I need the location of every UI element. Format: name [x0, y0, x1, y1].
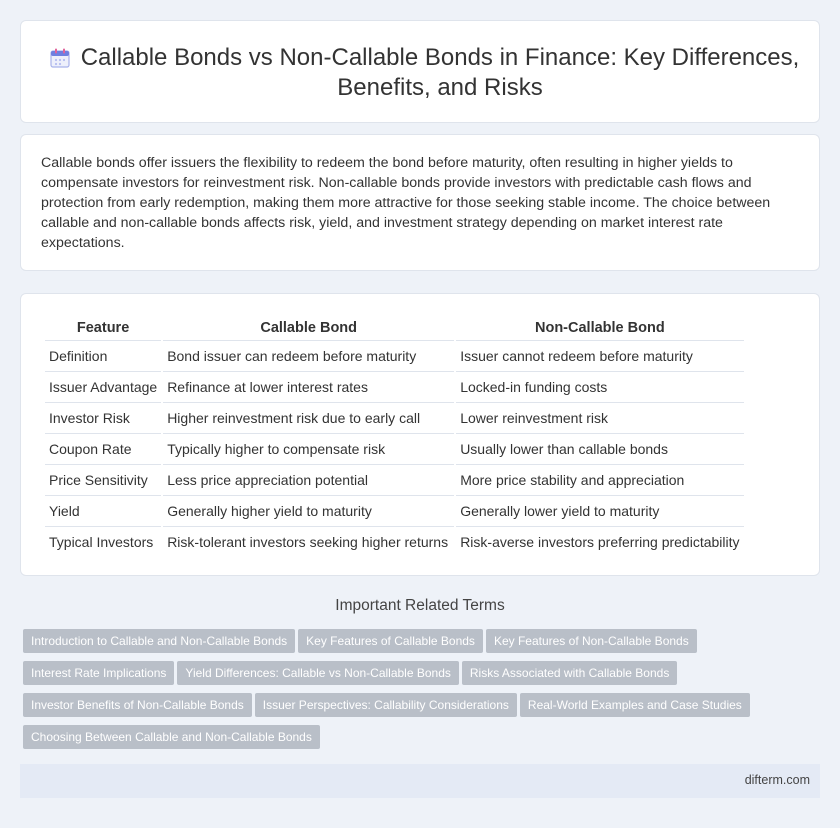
table-row: [45, 527, 744, 557]
table-cell: More price stability and appreciation: [456, 465, 743, 496]
table-cell: Price Sensitivity: [45, 465, 161, 496]
column-header-non-callable: Non-Callable Bond: [456, 312, 743, 341]
related-term-tag[interactable]: Interest Rate Implications: [23, 661, 174, 685]
comparison-table: [43, 312, 746, 557]
table-cell: Definition: [45, 341, 161, 372]
table-cell: Typical Investors: [49, 534, 154, 550]
table-cell: Usually lower than callable bonds: [456, 434, 743, 465]
related-term-tag[interactable]: Yield Differences: Callable vs Non-Callable Bonds: [177, 661, 458, 685]
table-cell: Generally higher yield to maturity: [163, 496, 454, 527]
related-term-tag[interactable]: Introduction to Callable and Non-Callable Bonds: [23, 629, 295, 653]
table-cell: Less price appreciation potential: [163, 465, 454, 496]
table-cell: Investor Risk: [45, 403, 161, 434]
table-row: [45, 496, 744, 527]
table-cell: Typically higher to compensate risk: [163, 434, 454, 465]
related-term-tag[interactable]: Investor Benefits of Non-Callable Bonds: [23, 693, 252, 717]
intro-paragraph: Callable bonds offer issuers the flexibility to redeem the bond before maturity, often resulting in higher yields to compensate investors for reinvestment risk. Non-callable bonds provide investors with predictable cash flows and protection from early redemption, making them more attractive for those seeking stable income. The choice between callable and non-callable bonds affects risk, yield, and investment strategy depending on market interest rate expectations.: [41, 155, 771, 251]
table-cell: Risk-averse investors preferring predictability: [460, 534, 740, 550]
related-term-tag[interactable]: Key Features of Callable Bonds: [298, 629, 483, 653]
table-cell: Issuer Advantage: [45, 372, 161, 403]
table-cell: Lower reinvestment risk: [456, 403, 743, 434]
table-row: [45, 372, 744, 403]
related-term-tag[interactable]: Risks Associated with Callable Bonds: [462, 661, 677, 685]
table-cell: Higher reinvestment risk due to early call: [163, 403, 454, 434]
table-cell: Issuer cannot redeem before maturity: [456, 341, 743, 372]
footer-site-link[interactable]: difterm.com: [744, 773, 810, 787]
table-row: [45, 434, 744, 465]
table-row: [45, 341, 744, 372]
table-cell: Generally lower yield to maturity: [456, 496, 743, 527]
table-header-row: [45, 312, 744, 341]
table-cell: Locked-in funding costs: [456, 372, 743, 403]
related-term-tag[interactable]: Key Features of Non-Callable Bonds: [486, 629, 697, 653]
table-cell: Coupon Rate: [45, 434, 161, 465]
related-term-tag[interactable]: Issuer Perspectives: Callability Considerations: [255, 693, 517, 717]
page-title: Callable Bonds vs Non-Callable Bonds in Finance: Key Differences, Benefits, and Risks: [80, 44, 800, 101]
table-row: [45, 465, 744, 496]
related-terms-heading: Important Related Terms: [335, 597, 505, 614]
intro-card: [20, 134, 820, 271]
column-header-callable: Callable Bond: [163, 312, 454, 341]
comparison-table-card: [20, 293, 820, 576]
related-term-tag[interactable]: Real-World Examples and Case Studies: [520, 693, 750, 717]
footer: [20, 764, 820, 798]
table-cell: Risk-tolerant investors seeking higher returns: [167, 534, 449, 550]
column-header-feature: Feature: [45, 312, 161, 341]
table-row: [45, 403, 744, 434]
title-card: [20, 20, 820, 123]
table-cell: Yield: [45, 496, 161, 527]
related-terms-list: [23, 629, 813, 757]
related-term-tag[interactable]: Choosing Between Callable and Non-Callable Bonds: [23, 725, 320, 749]
table-cell: Bond issuer can redeem before maturity: [163, 341, 454, 372]
table-cell: Refinance at lower interest rates: [163, 372, 454, 403]
